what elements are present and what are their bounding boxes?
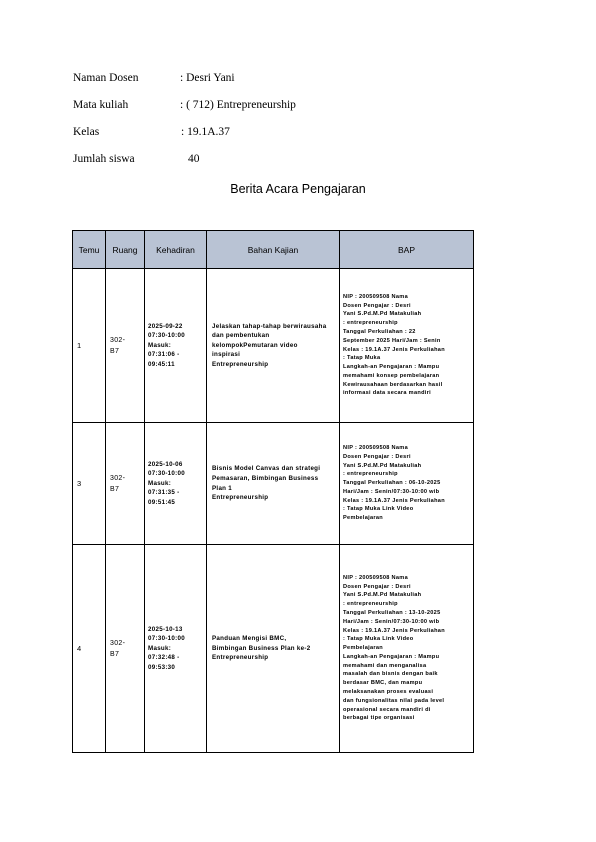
jumlah-value: 40 [188, 153, 200, 165]
cell-bahan-kajian: Jelaskan tahap-tahap berwirausaha dan pembentukan kelompokPemutaran video inspirasi Entrepreneurship [207, 269, 340, 423]
dosen-value: : Desri Yani [180, 72, 235, 84]
cell-kehadiran: 2025-09-22 07:30-10:00 Masuk: 07:31:06 - 09:45:11 [145, 269, 207, 423]
header-kehadiran: Kehadiran [145, 231, 207, 269]
header-bahan-kajian: Bahan Kajian [207, 231, 340, 269]
cell-ruang: 302- B7 [106, 423, 145, 545]
cell-bahan-kajian: Panduan Mengisi BMC, Bimbingan Business Plan ke-2 Entrepreneurship [207, 545, 340, 753]
kelas-value: : 19.1A.37 [181, 126, 230, 138]
cell-bap: NIP : 200509508 Nama Dosen Pengajar : Desri Yani S.Pd.M.Pd Matakuliah : entrepreneurship Tanggal Perkuliahan : 06-10-2025 Hari/Jam : Senin/07:30-10:00 wib Kelas : 19.1A.37 Jenis Perkuliahan : Tatap Muka Link Video Pembelajaran [340, 423, 474, 545]
cell-bahan-kajian: Bisnis Model Canvas dan strategi Pemasaran, Bimbingan Business Plan 1 Entrepreneurship [207, 423, 340, 545]
page-title: Berita Acara Pengajaran [230, 182, 366, 196]
kelas-label: Kelas [73, 126, 100, 138]
cell-temu: 4 [73, 545, 106, 753]
cell-ruang: 302- B7 [106, 269, 145, 423]
cell-temu: 3 [73, 423, 106, 545]
cell-temu: 1 [73, 269, 106, 423]
cell-bap: NIP : 200509508 Nama Dosen Pengajar : Desri Yani S.Pd.M.Pd Matakuliah : entrepreneurship Tanggal Perkuliahan : 13-10-2025 Hari/Jam : Senin/07:30-10:00 wib Kelas : 19.1A.37 Jenis Perkuliahan : Tatap Muka Link Video Pembelajaran Langkah-an Pengajaran : Mampu memahami dan menganalisa masalah dan bisnis dengan baik berdasar BMC, dan mampu melaksanakan proses evaluasi dan fungsionalitas nilai pada level operasional secara mandiri di berbagai tipe organisasi [340, 545, 474, 753]
jumlah-label: Jumlah siswa [73, 153, 135, 165]
matkul-value: : ( 712) Entrepreneurship [180, 99, 296, 111]
table-header-row [73, 231, 474, 269]
cell-bap: NIP : 200509508 Nama Dosen Pengajar : Desri Yani S.Pd.M.Pd Matakuliah : entrepreneurship Tanggal Perkuliahan : 22 September 2025 Hari/Jam : Senin Kelas : 19.1A.37 Jenis Perkuliahan : Tatap Muka Langkah-an Pengajaran : Mampu memahami konsep pembelajaran Kewirausahaan berdasarkan hasil informasi data secara mandiri [340, 269, 474, 423]
dosen-label: Naman Dosen [73, 72, 139, 84]
header-bap: BAP [340, 231, 474, 269]
table-row [73, 269, 474, 423]
cell-kehadiran: 2025-10-06 07:30-10:00 Masuk: 07:31:35 - 09:51:45 [145, 423, 207, 545]
header-temu: Temu [73, 231, 106, 269]
table-row [73, 545, 474, 753]
header-ruang: Ruang [106, 231, 145, 269]
cell-ruang: 302- B7 [106, 545, 145, 753]
table-row [73, 423, 474, 545]
cell-kehadiran: 2025-10-13 07:30-10:00 Masuk: 07:32:48 - 09:53:30 [145, 545, 207, 753]
bap-table [72, 230, 474, 753]
matkul-label: Mata kuliah [73, 99, 129, 111]
